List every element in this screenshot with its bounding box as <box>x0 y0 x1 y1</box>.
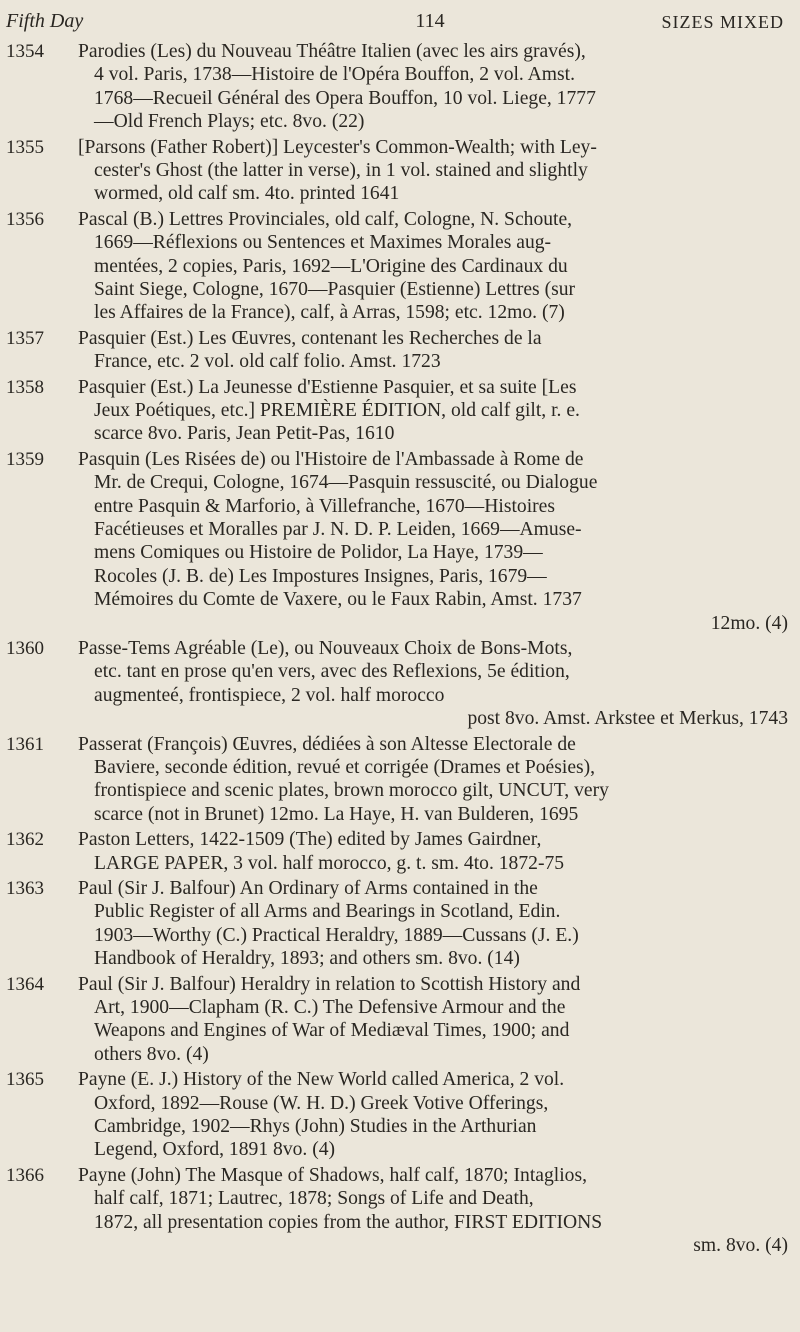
page-header <box>0 4 800 38</box>
lot-number: 1363 <box>6 878 44 899</box>
description-line: Handbook of Heraldry, 1893; and others sm. 8vo. (14) <box>94 948 520 970</box>
description-line: Parodies (Les) du Nouveau Théâtre Italien (avec les airs gravés), <box>78 41 586 62</box>
lot-description <box>78 1164 796 1258</box>
description-line: Rocoles (J. B. de) Les Impostures Insignes, Paris, 1679— <box>94 565 547 587</box>
description-line: 4 vol. Paris, 1738—Histoire de l'Opéra Bouffon, 2 vol. Amst. <box>94 64 576 86</box>
description-line: les Affaires de la France), calf, à Arras, 1598; etc. 12mo. (7) <box>94 302 565 324</box>
description-line: Jeux Poétiques, etc.] PREMIÈRE ÉDITION, old calf gilt, r. e. <box>94 400 580 421</box>
running-head-right: SIZES MIXED <box>661 12 784 32</box>
description-line: wormed, old calf sm. 4to. printed 1641 <box>94 183 400 205</box>
lot-description <box>78 877 796 971</box>
lot-number: 1362 <box>6 829 44 851</box>
description-line: 1903—Worthy (C.) Practical Heraldry, 1889—Cussans (J. E.) <box>94 924 579 946</box>
lot-description <box>78 828 796 875</box>
description-line: cester's Ghost (the latter in verse), in 1 vol. stained and slightly <box>94 160 588 181</box>
lot-description <box>78 376 796 446</box>
description-line: Art, 1900—Clapham (R. C.) The Defensive Armour and the <box>94 997 566 1018</box>
lot-description <box>78 208 796 325</box>
description-line: 1872, all presentation copies from the author, FIRST EDITIONS <box>94 1211 603 1233</box>
description-line: post 8vo. Amst. Arkstee et Merkus, 1743 <box>467 708 788 730</box>
lot-number: 1358 <box>6 376 44 398</box>
description-line: Paul (Sir J. Balfour) An Ordinary of Arms contained in the <box>78 878 538 899</box>
description-line: sm. 8vo. (4) <box>693 1235 788 1257</box>
description-line: Paston Letters, 1422-1509 (The) edited by James Gairdner, <box>78 829 542 851</box>
lot-number: 1356 <box>6 208 44 230</box>
description-line: Payne (John) The Masque of Shadows, half calf, 1870; Intaglios, <box>78 1164 587 1186</box>
description-line: Oxford, 1892—Rouse (W. H. D.) Greek Votive Offerings, <box>94 1092 549 1114</box>
description-line: entre Pasquin & Marforio, à Villefranche, 1670—Histoires <box>94 495 555 517</box>
description-line: Saint Siege, Cologne, 1670—Pasquier (Estienne) Lettres (sur <box>94 279 576 301</box>
lot-number: 1361 <box>6 733 44 755</box>
description-line: LARGE PAPER, 3 vol. half morocco, g. t. sm. 4to. 1872-75 <box>94 852 565 874</box>
description-line: Mémoires du Comte de Vaxere, ou le Faux Rabin, Amst. 1737 <box>94 589 582 611</box>
description-line: Facétieuses et Moralles par J. N. D. P. Leiden, 1669—Amuse- <box>94 519 582 541</box>
lot-description <box>78 136 796 206</box>
lot-description <box>78 733 796 827</box>
description-line: frontispiece and scenic plates, brown morocco gilt, UNCUT, very <box>94 780 609 802</box>
description-line: Passerat (François) Œuvres, dédiées à son Altesse Electorale de <box>78 733 576 755</box>
lot-description <box>78 327 796 374</box>
description-line: Paul (Sir J. Balfour) Heraldry in relation to Scottish History and <box>78 973 581 995</box>
description-line: Mr. de Crequi, Cologne, 1674—Pasquin ressuscité, ou Dialogue <box>94 472 598 494</box>
lot-number: 1364 <box>6 973 44 995</box>
description-line: others 8vo. (4) <box>94 1043 209 1065</box>
description-line: Public Register of all Arms and Bearings in Scotland, Edin. <box>94 901 561 923</box>
description-line: mentées, 2 copies, Paris, 1692—L'Origine des Cardinaux du <box>94 255 568 277</box>
description-line: scarce 8vo. Paris, Jean Petit-Pas, 1610 <box>94 423 395 445</box>
lot-number: 1366 <box>6 1164 44 1186</box>
lot-description <box>78 448 796 635</box>
lot-number: 1365 <box>6 1069 44 1091</box>
description-line: Payne (E. J.) History of the New World called America, 2 vol. <box>78 1069 565 1091</box>
description-line: Cambridge, 1902—Rhys (John) Studies in the Arthurian <box>94 1116 537 1137</box>
description-line: etc. tant en prose qu'en vers, avec des Reflexions, 5e édition, <box>94 661 570 683</box>
lot-number: 1359 <box>6 448 44 470</box>
lot-number: 1354 <box>6 41 44 62</box>
description-line: Pasquin (Les Risées de) ou l'Histoire de l'Ambassade à Rome de <box>78 448 584 470</box>
lot-number: 1360 <box>6 638 44 659</box>
description-line: scarce (not in Brunet) 12mo. La Haye, H. van Bulderen, 1695 <box>94 803 579 825</box>
description-line: Passe-Tems Agréable (Le), ou Nouveaux Choix de Bons-Mots, <box>78 638 573 659</box>
description-line: augmenteé, frontispiece, 2 vol. half morocco <box>94 684 445 706</box>
lot-number: 1357 <box>6 327 44 349</box>
description-line: 12mo. (4) <box>710 612 788 634</box>
description-line: Baviere, seconde édition, revué et corrigée (Drames et Poésies), <box>94 757 596 778</box>
description-line: mens Comiques ou Histoire de Polidor, La Haye, 1739— <box>94 542 543 564</box>
description-line: France, etc. 2 vol. old calf folio. Amst. 1723 <box>94 351 441 373</box>
description-line: 1669—Réflexions ou Sentences et Maximes Morales aug- <box>94 232 552 254</box>
description-line: Legend, Oxford, 1891 8vo. (4) <box>94 1139 336 1161</box>
description-line: 1768—Recueil Général des Opera Bouffon, 10 vol. Liege, 1777 <box>94 87 596 109</box>
lot-description <box>78 40 796 134</box>
description-line: half calf, 1871; Lautrec, 1878; Songs of Life and Death, <box>94 1188 534 1210</box>
running-head-left: Fifth Day <box>6 10 84 32</box>
lot-description <box>78 1068 796 1162</box>
lot-number: 1355 <box>6 136 44 158</box>
description-line: Pasquier (Est.) Les Œuvres, contenant les Recherches de la <box>78 327 542 349</box>
page-number: 114 <box>415 10 445 32</box>
description-line: —Old French Plays; etc. 8vo. (22) <box>94 111 365 133</box>
description-line: Weapons and Engines of War of Mediæval Times, 1900; and <box>94 1020 570 1042</box>
description-line: Pascal (B.) Lettres Provinciales, old calf, Cologne, N. Schoute, <box>78 208 573 230</box>
description-line: [Parsons (Father Robert)] Leycester's Common-Wealth; with Ley- <box>78 136 597 158</box>
description-line: Pasquier (Est.) La Jeunesse d'Estienne Pasquier, et sa suite [Les <box>78 376 577 398</box>
lot-description <box>78 973 796 1067</box>
lot-description <box>78 637 796 731</box>
